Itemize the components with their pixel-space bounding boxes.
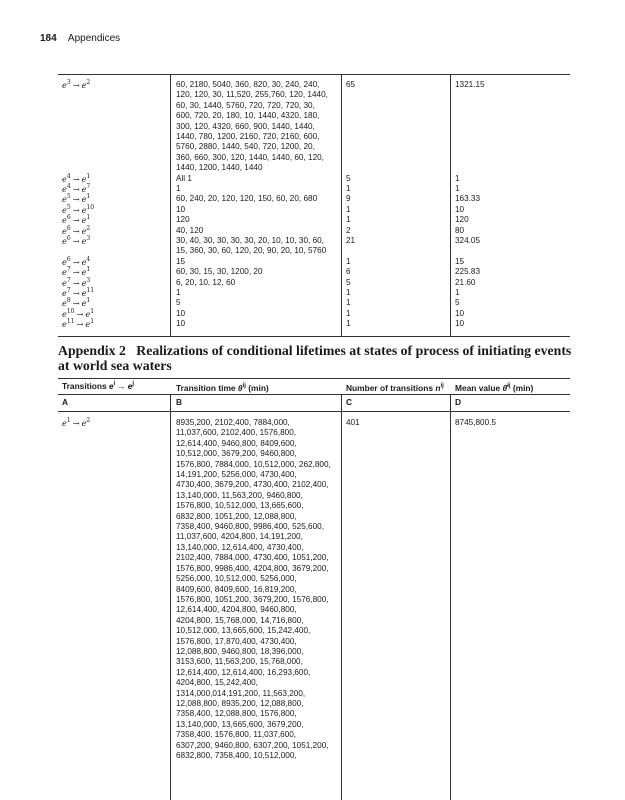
transition-count-cell: 2 [346,225,351,235]
transition-cell: $e^6 \to e^2$ [62,224,91,236]
transition-count-cell: 1 [346,298,351,308]
transition-symbol: $e^i \to e^j$ [109,381,135,391]
column-letter-b: B [176,397,183,407]
page-header [40,33,120,44]
transition-count-cell: 65 [346,80,356,89]
transition-times-cell: 8935,200, 2102,400, 7884,000, 11,037,600, 2102,400, 1576,800, 12,614,400, 9460,800, 8409,600, 10,512,000, 3679,200, 9460,800, 1576,800, 7884,000, 10,512,000, 262,800, 14,191,200, 5256,000, 4730,400, 4730,400, 3679,200, 4730,400, 2102,400, 13,140,000, 11,563,200, 9460,800, 1576,800, 10,512,000, 13,665,600, 6832,800, 1051,200, 12,088,800, 7358,400, 9460,800, 9986,400, 525,600, 11,037,600, 4204,800, 14,191,200, 13,140,000, 12,614,400, 4730,400, 2102,400, 7884,000, 4730,400, 1051,200, 1576,800, 9986,400, 4204,800, 3679,200, 5256,000, 10,512,000, 5256,000, 8409,600, 8409,600, 16,819,200, 1576,800, 1051,200, 3679,200, 1576,800, 12,614,400, 4204,800, 9460,800, 4204,800, 15,768,000, 14,716,800, 10,512,000, 13,665,600, 15,242,400, 1576,800, 17,870,400, 4730,400, 12,088,800, 9460,800, 18,396,000, 3153,600, 11,563,200, 15,768,000, 12,614,400, 12,614,400, 16,293,600, 4204,800, 15,242,400, 1314,000,014,191,200, 11,563,200, 12,088,800, 8935,200, 12,088,800, 7358,400, 12,088,800, 1576,800, 13,140,000, 13,665,600, 3679,200, 7358,400, 1576,800, 11,037,600, 6307,200, 9460,800, 6307,200, 1051,200, 6832,800, 7358,400, 10,512,000, [176,418,331,760]
transition-count-cell: 1 [346,184,351,193]
transition-cell: $e^6 \to e^3$ [62,235,91,246]
transition-cell: $e^7 \to e^1$ [62,266,91,278]
running-title: Appendices [67,33,121,44]
transition-cell: $e^1 \to e^2$ [62,417,91,428]
transition-count-cell: 1 [346,288,351,297]
transition-count-cell: 401 [346,418,360,427]
transition-count-cell: 6 [346,267,351,277]
column-divider [450,75,451,336]
appendix-title: Realizations of conditional lifetimes at states of process of initiating events at world sea waters [58,343,572,373]
column-divider [170,75,171,336]
header-transition-time: Transition time $\theta^{ij}$ (min) [176,382,269,393]
transition-count-cell: 1 [346,319,351,329]
mean-value-cell: 1 [455,173,460,183]
transition-times-cell: 10 [176,308,186,318]
transition-times-cell: 6, 20, 10, 12, 60 [176,277,236,287]
transition-times-cell: 60, 240, 20, 120, 120, 150, 60, 20, 680 [176,194,318,204]
transition-cell: $e^3 \to e^2$ [62,79,91,90]
mean-value-cell: 225.83 [455,267,481,277]
mean-value-cell: 10 [455,204,465,214]
table-header-row [58,378,570,395]
mean-value-cell: 8745,800.5 [455,418,496,427]
mean-value-cell: 1 [455,288,460,297]
transition-cell: $e^5 \to e^1$ [62,193,91,205]
mean-value-cell: 163.33 [455,194,481,204]
transition-cell: $e^{10} \to e^1$ [62,307,95,319]
transition-cell: $e^8 \to e^1$ [62,297,91,309]
transition-count-cell: 21 [346,236,356,245]
mean-value-cell: 324.05 [455,236,481,245]
transition-cell: $e^5 \to e^{10}$ [62,203,95,215]
transition-times-cell: 40, 120 [176,225,204,235]
transition-count-cell: 1 [346,204,351,214]
transition-times-cell: 5 [176,298,181,308]
transition-cell: $e^4 \to e^1$ [62,172,91,184]
transition-cell: $e^4 \to e^7$ [62,183,91,194]
transition-times-cell: 1 [176,184,181,193]
table-row [58,412,570,800]
transition-count-cell: 1 [346,308,351,318]
transition-times-cell: 30, 40, 30, 30, 30, 30, 20, 10, 10, 30, 60, 15, 360, 30, 60, 120, 20, 90, 20, 10, 5760 [176,236,327,256]
transition-cell: $e^{11} \to e^1$ [62,318,95,330]
transition-count-cell: 5 [346,173,351,183]
mean-value-cell: 5 [455,298,460,308]
mean-value-cell: 80 [455,225,465,235]
transition-times-cell: All 1 [176,173,192,183]
transition-times-cell: 60, 2180, 5040, 360, 820, 30, 240, 240, 120, 120, 30, 11,520, 255,760, 120, 1440, 60, 30, 1440, 5760, 720, 720, 720, 30, 600, 720, 20, 180, 10, 1440, 4320, 180, 300, 120, 4320, 660, 900, 1440, 1440, 1440, 780, 1200, 2160, 720, 2160, 600, 5760, 2880, 1440, 540, 720, 1200, 20, 360, 660, 300, 120, 1440, 1440, 60, 120, 1440, 1200, 1440, 1440 [176,80,328,173]
column-letter-d: D [455,397,462,407]
page-number: 184 [40,33,57,44]
column-letter-a: A [62,397,69,407]
transition-count-cell: 1 [346,215,351,225]
transition-times-cell: 60, 30, 15, 30, 1200, 20 [176,267,263,277]
mean-value-cell: 1 [455,184,460,193]
column-letter-c: C [346,397,353,407]
mean-value-cell: 1321.15 [455,80,485,89]
transition-times-cell: 1 [176,288,181,297]
appendix-2-heading [58,343,578,373]
header-transitions: Transitions $e^i \to e^j$ [62,381,135,391]
transition-cell: $e^6 \to e^4$ [62,255,91,267]
transition-times-cell: 120 [176,215,190,225]
transition-count-cell: 9 [346,194,351,204]
appendix-label: Appendix 2 [58,343,126,358]
mean-value-cell: 120 [455,215,469,225]
transition-cell: $e^7 \to e^3$ [62,276,91,288]
header-mean-value: Mean value θ̄$^{ij}$ (min) [455,382,534,393]
mean-value-cell: 15 [455,256,465,266]
appendix-2-table [58,378,570,800]
transition-cell: $e^7 \to e^{11}$ [62,287,95,298]
mean-value-cell: 21.60 [455,277,476,287]
transition-cell: $e^6 \to e^1$ [62,214,91,226]
transition-times-cell: 10 [176,204,186,214]
transition-times-table-continued [58,74,570,337]
transition-count-cell: 1 [346,256,351,266]
mean-value-cell: 10 [455,319,465,329]
column-letter-row [58,394,570,412]
header-number-of-transitions: Number of transitions $n^{ij}$ [346,382,444,393]
transition-times-cell: 15 [176,256,186,266]
mean-value-cell: 10 [455,308,465,318]
transition-times-cell: 10 [176,319,186,329]
transition-count-cell: 5 [346,277,351,287]
